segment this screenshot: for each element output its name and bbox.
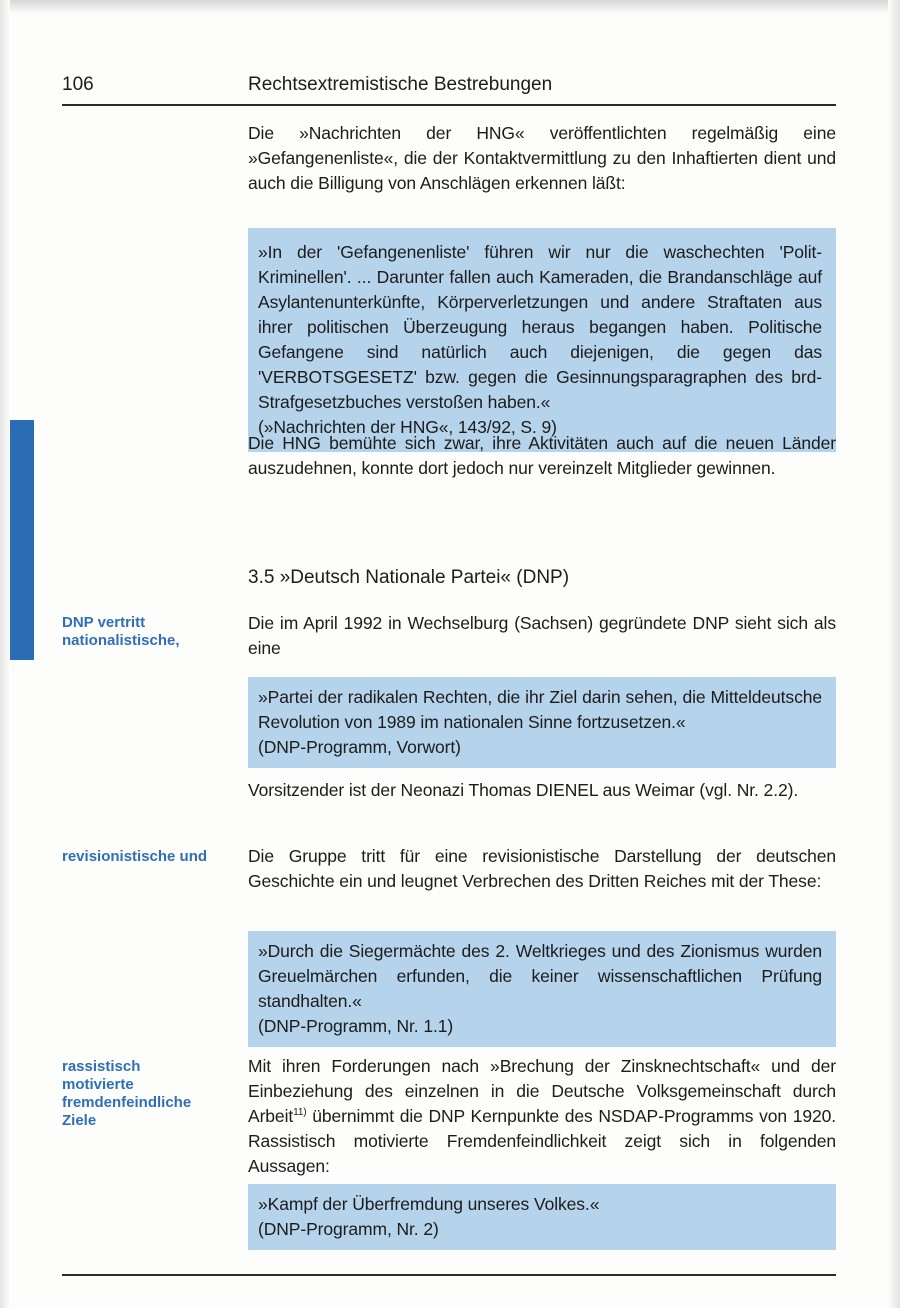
- margin-note-rassistisch: rassistisch motivierte fremdenfeindliche Ziele: [62, 1058, 192, 1129]
- margin-note-nationalistisch: DNP vertritt nationalistische,: [62, 614, 180, 649]
- quote-box-hng: [248, 228, 836, 452]
- paragraph-text-part: übernimmt die DNP Kernpunkte des NSDAP-Programms von 1920. Rassistisch motivierte Fremdenfeindlichkeit zeigt sich in folgenden Aussagen:: [248, 1106, 836, 1176]
- quote-source: (DNP-Programm, Vorwort): [258, 737, 461, 757]
- quote-text: »Durch die Siegermächte des 2. Weltkrieges und des Zionismus wurden Greuelmärchen erfunden, die keiner wissenschaftlichen Prüfung standhalten.«: [258, 941, 822, 1011]
- scan-right-shadow: [888, 0, 900, 1308]
- section-heading-dnp: 3.5 »Deutsch Nationale Partei« (DNP): [248, 567, 570, 588]
- quote-text: »Partei der radikalen Rechten, die ihr Ziel darin sehen, die Mitteldeutsche Revolution von 1989 im nationalen Sinne fortzusetzen.«: [258, 687, 822, 732]
- quote-box-dnp-vorwort: [248, 677, 836, 768]
- quote-text: »In der 'Gefangenenliste' führen wir nur die waschechten 'Polit-Kriminellen'. ... Darunter fallen auch Kameraden, die Brandanschläge auf Asylantenunterkünfte, Körperverletzungen und andere Straftaten aus ihrer politischen Überzeugung heraus begangen haben. Politische Gefangene sind natürlich auch diejenigen, die gegen das 'VERBOTSGESETZ' bzw. gegen die Gesinnungsparagraphen des brd-Strafgesetzbuches verstoßen haben.«: [258, 242, 822, 412]
- page-number: 106: [62, 74, 94, 95]
- scan-top-shadow: [0, 0, 900, 14]
- quote-source: (DNP-Programm, Nr. 2): [258, 1219, 439, 1239]
- paragraph-hng-gefangenenliste: Die »Nachrichten der HNG« veröffentlichten regelmäßig eine »Gefangenenliste«, die der Kontaktvermittlung zu den Inhaftierten dient und auch die Billigung von Anschlägen erkennen läßt:: [248, 123, 836, 193]
- paragraph-text-part: Mit ihren Forderungen nach »Brechung der Zinsknechtschaft« und der Einbeziehung des einzelnen in die Deutsche Volksgemeinschaft durch Arbeit: [248, 1056, 836, 1126]
- quote-source: (»Nachrichten der HNG«, 143/92, S. 9): [258, 417, 557, 437]
- scan-left-shadow: [0, 0, 10, 1308]
- footer-rule: [62, 1274, 836, 1276]
- quote-box-dnp-2: [248, 1184, 836, 1250]
- paragraph-dnp-revisionismus: Die Gruppe tritt für eine revisionistische Darstellung der deutschen Geschichte ein und leugnet Verbrechen des Dritten Reiches mit der These:: [248, 846, 836, 891]
- paragraph-dnp-vorsitzender: Vorsitzender ist der Neonazi Thomas DIENEL aus Weimar (vgl. Nr. 2.2).: [248, 780, 799, 800]
- running-title: Rechtsextremistische Bestrebungen: [248, 74, 553, 95]
- margin-note-revisionistisch: revisionistische und: [62, 848, 208, 865]
- paragraph-hng-neue-laender: Die HNG bemühte sich zwar, ihre Aktivitäten auch auf die neuen Länder auszudehnen, konnte dort jedoch nur vereinzelt Mitglieder gewinnen.: [248, 433, 836, 478]
- quote-box-dnp-1-1: [248, 931, 836, 1047]
- paragraph-dnp-nsdap: [248, 1054, 836, 1179]
- quote-source: (DNP-Programm, Nr. 1.1): [258, 1016, 454, 1036]
- paragraph-dnp-gruendung: Die im April 1992 in Wechselburg (Sachsen) gegründete DNP sieht sich als eine: [248, 613, 836, 658]
- footnote-marker: 11): [293, 1107, 307, 1119]
- header-rule: [62, 104, 836, 106]
- quote-text: »Kampf der Überfremdung unseres Volkes.«: [258, 1194, 600, 1214]
- chapter-side-tab: [10, 420, 34, 660]
